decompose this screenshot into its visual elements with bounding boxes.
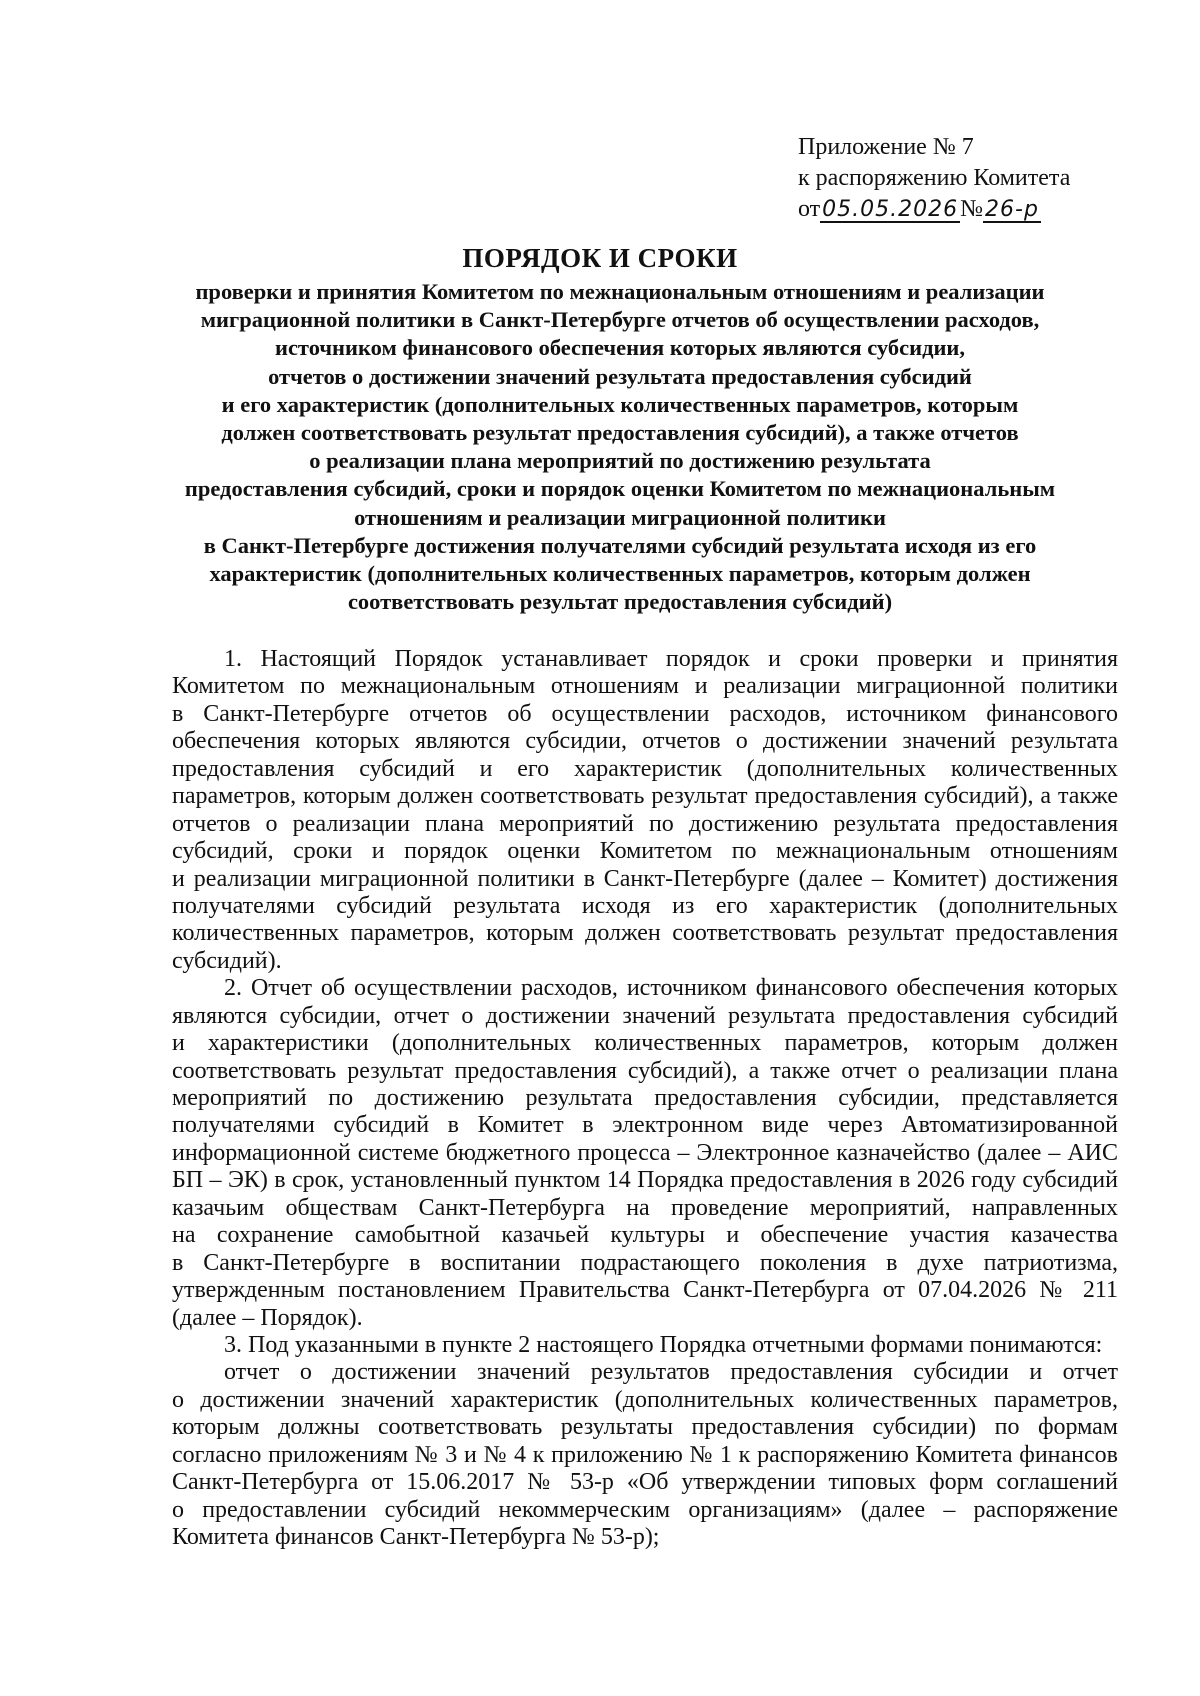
document-body [172, 646, 1118, 1551]
subtitle-line: должен соответствовать результат предоставления субсидий), а также отчетов [221, 420, 1019, 446]
paragraph-2-line: казачьим обществам Санкт-Петербурга на проведение мероприятий, направленных [172, 1194, 1118, 1221]
subtitle-line: в Санкт-Петербурге достижения получателями субсидий результата исходя из его [203, 532, 1037, 558]
paragraph-3-line: о достижении значений характеристик (дополнительных количественных параметров, [172, 1386, 1118, 1413]
subtitle-line: характеристик (дополнительных количественных параметров, которым должен [209, 561, 1031, 587]
paragraph-2-line: получателями субсидий в Комитет в электронном виде через Автоматизированной [172, 1112, 1118, 1139]
appendix-date-number [798, 194, 1070, 225]
paragraph-3-line: отчет о достижении значений результатов предоставления субсидии и отчет [224, 1359, 1118, 1386]
subtitle-line: отношениям и реализации миграционной политики [354, 504, 886, 530]
paragraph-2-line: соответствовать результат предоставления субсидий), а также отчет о реализации плана [172, 1057, 1118, 1084]
subtitle-line: и его характеристик (дополнительных количественных параметров, которым [221, 391, 1019, 417]
paragraph-1-line: количественных параметров, которым должен соответствовать результат предоставления [172, 920, 1118, 947]
paragraph-3-line: которым должны соответствовать результаты предоставления субсидии) по формам [172, 1414, 1118, 1441]
paragraph-2-line: (далее – Порядок). [172, 1304, 363, 1331]
paragraph-1-line: параметров, которым должен соответствовать результат предоставления субсидий), а также [172, 783, 1118, 810]
paragraph-2-line: 2. Отчет об осуществлении расходов, источником финансового обеспечения которых [224, 975, 1118, 1002]
subtitle-line: отчетов о достижении значений результата предоставления субсидий [268, 363, 972, 389]
document-title: ПОРЯДОК И СРОКИ [462, 243, 738, 273]
document-subtitle [150, 278, 1090, 616]
paragraph-3-line: о предоставлении субсидий некоммерческим организациям» (далее – распоряжение [172, 1496, 1118, 1523]
paragraph-1-line: субсидий). [172, 947, 282, 974]
paragraph-1-line: 1. Настоящий Порядок устанавливает порядок и сроки проверки и принятия [224, 646, 1118, 672]
paragraph-1-line: и реализации миграционной политики в Санкт-Петербурге (далее – Комитет) достижения [172, 865, 1118, 892]
paragraph-2-line: и характеристики (дополнительных количественных параметров, которым должен [172, 1030, 1118, 1057]
paragraph-3-line: Комитета финансов Санкт-Петербурга № 53-р); [172, 1524, 660, 1550]
paragraph-1-line: получателями субсидий результата исходя из его характеристик (дополнительных [172, 892, 1118, 919]
paragraph-2-line: БП – ЭК) в срок, установленный пунктом 14 Порядка предоставления в 2026 году субсидий [172, 1167, 1118, 1194]
paragraph-3-line: согласно приложениям № 3 и № 4 к приложению № 1 к распоряжению Комитета финансов [172, 1441, 1118, 1468]
paragraph-3-line: 3. Под указанными в пункте 2 настоящего Порядка отчетными формами понимаются: [224, 1331, 1103, 1358]
paragraph-2-line: информационной системе бюджетного процесса – Электронное казначейство (далее – АИС [172, 1139, 1118, 1166]
paragraph-1-line: предоставления субсидий и его характеристик (дополнительных количественных [172, 755, 1118, 782]
subtitle-line: о реализации плана мероприятий по достижению результата [309, 448, 931, 474]
paragraph-1-line: субсидий, сроки и порядок оценки Комитетом по межнациональным отношениям [172, 838, 1118, 865]
paragraph-1-line: Комитетом по межнациональным отношениям и реализации миграционной политики [172, 673, 1118, 700]
subtitle-line: предоставления субсидий, сроки и порядок оценки Комитетом по межнациональным [184, 476, 1056, 502]
subtitle-line: проверки и принятия Комитетом по межнациональным отношениям и реализации [195, 279, 1045, 304]
appendix-number: Приложение № 7 [798, 134, 974, 160]
subtitle-line: миграционной политики в Санкт-Петербурге отчетов об осуществлении расходов, [200, 307, 1040, 333]
appendix-header [798, 132, 1070, 225]
paragraph-1-line: обеспечения которых являются субсидии, отчетов о достижении значений результата [172, 728, 1118, 755]
paragraph-2-line: в Санкт-Петербурге в воспитании подрастающего поколения в духе патриотизма, [172, 1249, 1118, 1276]
date-prefix: от [798, 196, 821, 222]
paragraph-3-line: Санкт-Петербурга от 15.06.2017 № 53-р «Об утверждении типовых форм соглашений [172, 1469, 1118, 1496]
paragraph-1-line: в Санкт-Петербурге отчетов об осуществлении расходов, источником финансового [172, 700, 1118, 727]
paragraph-2-line: являются субсидии, отчет о достижении значений результата предоставления субсидий [172, 1002, 1118, 1029]
paragraph-1-line: отчетов о реализации плана мероприятий по достижению результата предоставления [172, 810, 1118, 837]
subtitle-line: источником финансового обеспечения которых являются субсидии, [274, 335, 966, 361]
paragraph-2-line: мероприятий по достижению результата предоставления субсидии, представляется [172, 1085, 1118, 1111]
paragraph-2-line: на сохранение самобытной казачьей культуры и обеспечение участия казачества [172, 1222, 1118, 1249]
paragraph-2-line: утвержденным постановлением Правительства Санкт-Петербурга от 07.04.2026 № 211 [172, 1277, 1118, 1304]
handwritten-number: 26-р [985, 197, 1039, 222]
handwritten-date: 05.05.2026 [822, 197, 959, 222]
subtitle-line: соответствовать результат предоставления субсидий) [347, 589, 893, 615]
appendix-reference: к распоряжению Комитета [798, 165, 1071, 191]
number-sign: № [960, 196, 984, 222]
